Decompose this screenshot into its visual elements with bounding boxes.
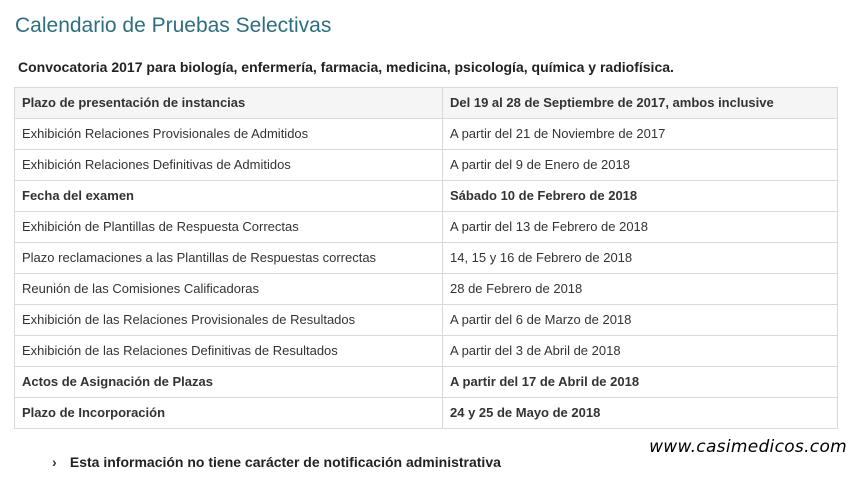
- event-date-cell: A partir del 17 de Abril de 2018: [443, 367, 838, 398]
- event-label-cell: Exhibición Relaciones Definitivas de Admitidos: [15, 150, 443, 181]
- event-date-cell: 28 de Febrero de 2018: [443, 274, 838, 305]
- event-date-cell: Sábado 10 de Febrero de 2018: [443, 181, 838, 212]
- event-label-cell: Exhibición de las Relaciones Definitivas de Resultados: [15, 336, 443, 367]
- event-label-cell: Exhibición de las Relaciones Provisionales de Resultados: [15, 305, 443, 336]
- event-date-cell: A partir del 3 de Abril de 2018: [443, 336, 838, 367]
- page-subtitle: Convocatoria 2017 para biología, enfermería, farmacia, medicina, psicología, química y radiofísica.: [18, 59, 674, 75]
- event-date-cell: A partir del 6 de Marzo de 2018: [443, 305, 838, 336]
- event-date-cell: A partir del 13 de Febrero de 2018: [443, 212, 838, 243]
- table-row: [15, 336, 838, 367]
- event-label-cell: Plazo de presentación de instancias: [15, 88, 443, 119]
- table-row: [15, 212, 838, 243]
- notice-text: Esta información no tiene carácter de notificación administrativa: [69, 454, 501, 470]
- notice-link[interactable]: [52, 453, 501, 471]
- event-label-cell: Reunión de las Comisiones Calificadoras: [15, 274, 443, 305]
- table-row: [15, 88, 838, 119]
- watermark: www.casimedicos.com: [649, 437, 847, 457]
- event-label-cell: Actos de Asignación de Plazas: [15, 367, 443, 398]
- chevron-right-icon: ›: [52, 454, 57, 470]
- page-title: Calendario de Pruebas Selectivas: [15, 14, 332, 37]
- table-row: [15, 119, 838, 150]
- table-row: [15, 274, 838, 305]
- event-label-cell: Plazo reclamaciones a las Plantillas de Respuestas correctas: [15, 243, 443, 274]
- event-date-cell: Del 19 al 28 de Septiembre de 2017, ambos inclusive: [443, 88, 838, 119]
- table-row: [15, 305, 838, 336]
- table-row: [15, 243, 838, 274]
- table-row: [15, 367, 838, 398]
- event-label-cell: Fecha del examen: [15, 181, 443, 212]
- table-row: [15, 150, 838, 181]
- event-date-cell: 24 y 25 de Mayo de 2018: [443, 398, 838, 429]
- event-label-cell: Exhibición Relaciones Provisionales de Admitidos: [15, 119, 443, 150]
- event-label-cell: Exhibición de Plantillas de Respuesta Correctas: [15, 212, 443, 243]
- event-label-cell: Plazo de Incorporación: [15, 398, 443, 429]
- schedule-table: [14, 87, 838, 429]
- event-date-cell: A partir del 21 de Noviembre de 2017: [443, 119, 838, 150]
- event-date-cell: A partir del 9 de Enero de 2018: [443, 150, 838, 181]
- table-row: [15, 181, 838, 212]
- schedule-table-body: [15, 88, 838, 429]
- table-row: [15, 398, 838, 429]
- event-date-cell: 14, 15 y 16 de Febrero de 2018: [443, 243, 838, 274]
